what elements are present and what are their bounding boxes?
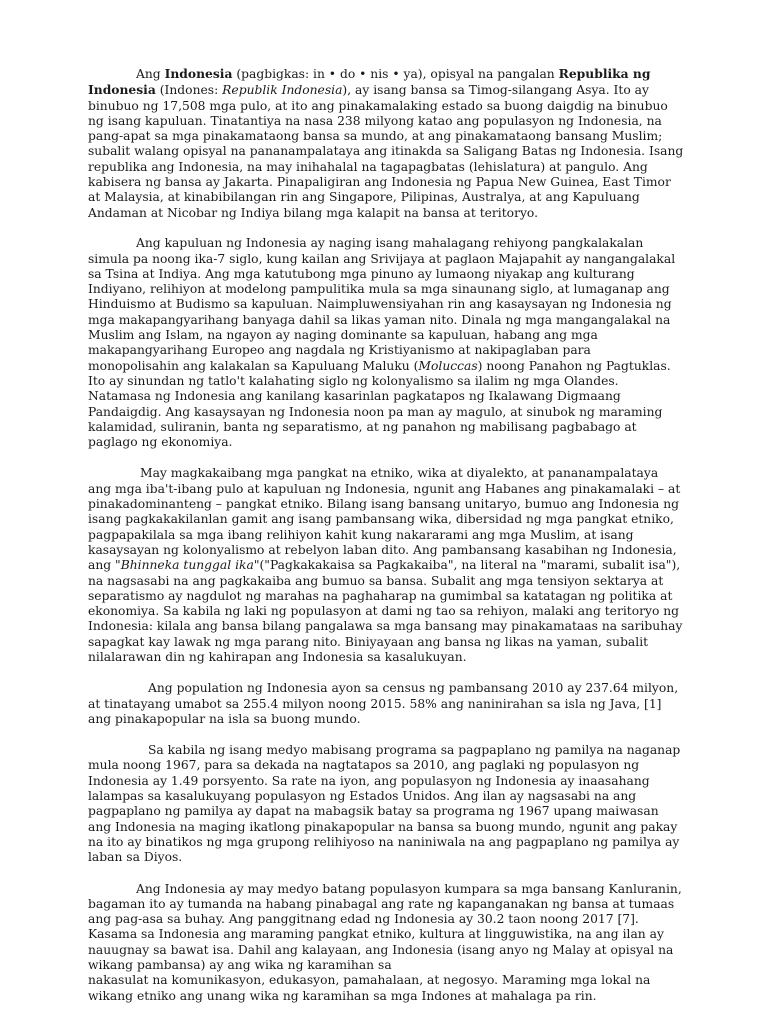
text-run: nakasulat na komunikasyon, edukasyon, pamahalaan, at negosyo. Maraming mga lokal na wikang etniko ang unang wika ng karamihan sa mga Indones at mahalaga pa rin. xyxy=(88,973,651,1003)
paragraph-6 xyxy=(88,882,684,1004)
paragraph-4 xyxy=(88,681,684,727)
text-run: Ang kapuluan ng Indonesia ay naging isang mahalagang rehiyong pangkalakalan simula pa noong ika-7 siglo, kung kailan ang Srivijaya at paglaon Majapahit ay nangangalakal sa Tsina at Indiya. Ang mga katutubong mga pinuno ay lumaong niyakap ang kulturang Indiyano, relihiyon at modelong pampulitika mula sa mga sinaunang siglo, at lumaganap ang Hinduismo at Budismo sa kapuluan. Naimpluwensiyahan rin ang kasaysayan ng Indonesia ng mga makapangyarihang banyaga dahil sa likas yaman nito. Dinala ng mga mangangalakal na Muslim ang Islam, na ngayon ay naging dominante sa kapuluan, habang ang mga makapangyarihang Europeo ang nagdala ng Kristiyanismo at nakipaglaban para monopolisahin ang kalakalan sa Kapuluang Maluku ( xyxy=(88,236,676,373)
text-run: Ang xyxy=(136,67,165,81)
paragraph-gap xyxy=(88,866,684,882)
paragraph-2 xyxy=(88,236,684,450)
paragraph-3 xyxy=(88,466,684,665)
text-run: May magkakaibang mga pangkat na etniko, wika at diyalekto, at pananampalataya ang mga iba't-ibang pulo at kapuluan ng Indonesia, ngunit ang Habanes ang pinakamalaki – at pinakadominanteng – pangkat etniko. Bilang isang bansang unitaryo, bumuo ang Indonesia ng isang pagkakakilanlan gamit ang isang pambansang wika, dibersidad ng mga pangkat etniko, pagpapakilala sa mga ibang relihiyon kahit kung nakararami ang mga Muslim, at isang kasaysayan ng kolonyalismo at rebelyon laban dito. Ang pambansang kasabihan ng Indonesia, ang " xyxy=(88,466,681,573)
bold-text: Republika ng Indonesia xyxy=(88,66,651,98)
paragraph-gap xyxy=(88,665,684,681)
paragraph-gap xyxy=(88,221,684,236)
text-run: ) noong Panahon ng Pagtuklas. Ito ay sinundan ng tatlo't kalahating siglo ng kolonyalismo sa ilalim ng mga Olandes. Natamasa ng Indonesia ang kanilang kasarinlan pagkatapos ng Ikalawang Digmaang Pandaigdig. Ang kasaysayan ng Indonesia noon pa man ay magulo, at sinubok ng maraming kalamidad, suliranin, banta ng separatismo, at ng panahon ng mabilisang pagbabago at paglago ng ekonomiya. xyxy=(88,358,671,450)
italic-text: Moluccas xyxy=(418,358,478,373)
italic-text: Republik Indonesia xyxy=(222,83,343,98)
paragraph-gap xyxy=(88,727,684,743)
text-run: Ang Indonesia ay may medyo batang populasyon kumpara sa mga bansang Kanluranin, bagaman ito ay tumanda na habang pinabagal ang rate ng kapanganakan ng bansa at tumaas ang pag-asa sa buhay. Ang panggitnang edad ng Indonesia ay 30.2 taon noong 2017 [7]. Kasama sa Indonesia ang maraming pangkat etniko, kultura at lingguwistika, na ang ilan ay nauugnay sa bawat isa. Dahil ang kalayaan, ang Indonesia (isang anyo ng Malay at opisyal na wikang pambansa) ay ang wika ng karamihan sa xyxy=(88,881,682,973)
text-run: Ang population ng Indonesia ayon sa census ng pambansang 2010 ay 237.64 milyon, at tinatayang umabot sa 255.4 milyon noong 2015. 58% ang naninirahan sa isla ng Java, [1] ang pinakapopular na isla sa buong mundo. xyxy=(88,681,679,726)
text-run: (pagbigkas: in • do • nis • ya), opisyal na pangalan xyxy=(232,67,559,81)
bold-text: Indonesia xyxy=(164,66,233,81)
text-run: ), ay isang bansa sa Timog-silangang Asya. Ito ay binubuo ng 17,508 mga pulo, at ito ang pinakamalaking estado sa buong daigdig na binubuo ng isang kapuluan. Tinatantiya na nasa 238 milyong katao ang populasyon ng Indonesia, na pang-apat sa mga pinakamataong bansa sa mundo, at ang pinakamataong bansang Muslim; subalit walang opisyal na pananampalataya ang itinakda sa Saligang Batas ng Indonesia. Isang republika ang Indonesia, na may inihahalal na tagapagbatas (lehislatura) at pangulo. Ang kabisera ng bansa ay Jakarta. Pinapaligiran ang Indonesia ng Papua New Guinea, East Timor at Malaysia, at kinabibilangan rin ang Singapore, Pilipinas, Australya, at ang Kapuluang Andaman at Nicobar ng Indiya bilang mga kalapit na bansa at teritoryo. xyxy=(88,83,684,220)
paragraph-5 xyxy=(88,743,684,865)
text-run: "("Pagkakakaisa sa Pagkakaiba", na literal na "marami, subalit isa"), na nagsasabi na ang pagkakaiba ang bumuo sa bansa. Subalit ang mga tensiyon sektarya at separatismo ay nagdulot ng marahas na paghaharap na gumimbal sa katatagan ng politika at ekonomiya. Sa kabila ng laki ng populasyon at dami ng tao sa rehiyon, malaki ang teritoryo ng Indonesia: kilala ang bansa bilang pangalawa sa mga bansang may pinakamataas na saribuhay sapagkat kay lawak ng mga parang nito. Biniyayaan ang bansa ng likas na yaman, subalit nilalarawan din ng kahirapan ang Indonesia sa kasalukuyan. xyxy=(88,558,683,664)
paragraph-gap xyxy=(88,450,684,466)
paragraph-1 xyxy=(88,66,684,221)
text-run: (Indones: xyxy=(155,83,223,98)
italic-text: Bhinneka tunggal ika xyxy=(120,558,254,573)
text-run: Sa kabila ng isang medyo mabisang programa sa pagpaplano ng pamilya na naganap mula noong 1967, para sa dekada na nagtatapos sa 2010, ang paglaki ng populasyon ng Indonesia ay 1.49 porsyento. Sa rate na iyon, ang populasyon ng Indonesia ay inaasahang lalampas sa kasalukuyang populasyon ng Estados Unidos. Ang ilan ay nagsasabi na ang pagpaplano ng pamilya ay dapat na mabagsik batay sa programa ng 1967 upang maiwasan ang Indonesia na maging ikatlong pinakapopular na bansa sa buong mundo, ngunit ang pakay na ito ay binatikos ng mga grupong relihiyoso na naniniwala na ang pagpaplano ng pamilya ay laban sa Diyos. xyxy=(88,743,681,865)
